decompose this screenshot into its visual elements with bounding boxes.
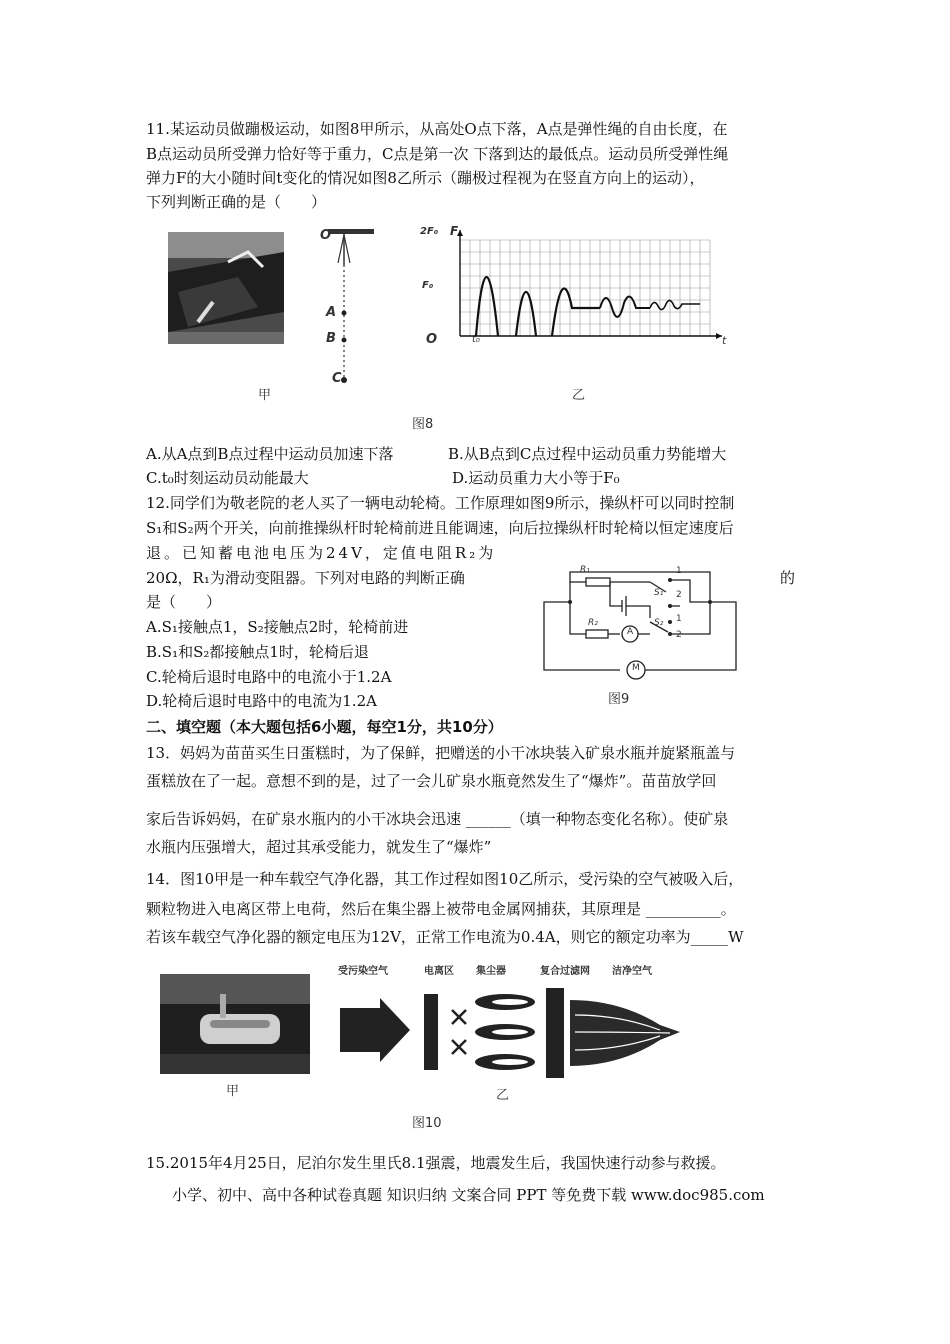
fig9-caption: 图9 [608, 692, 630, 707]
label-ionization-zone: 电离区 [424, 966, 454, 977]
circuit-s2-label: S₂ [654, 618, 664, 628]
q11-line2: B点运动员所受弹力恰好等于重力，C点是第一次 下落到达的最低点。运动员所受弹性绳 [146, 145, 729, 163]
fig10-label-a: 甲 [226, 1084, 240, 1099]
q11-option-d: D.运动员重力大小等于F₀ [452, 469, 620, 487]
fig8-label-b: 乙 [572, 388, 586, 403]
q11-line3: 弹力F的大小随时间t变化的情况如图8乙所示（蹦极过程视为在竖直方向上的运动）， [146, 169, 705, 187]
circuit-contact-2a: 2 [676, 590, 682, 600]
q13-line3: 家后告诉妈妈，在矿泉水瓶内的小干冰块会迅速 ______（填一种物态变化名称）。使矿泉 [146, 810, 729, 828]
section2-heading: 二、填空题（本大题包括6小题，每空1分，共10分） [146, 718, 503, 736]
label-dust-collector: 集尘器 [476, 966, 506, 977]
air-purifier-image [160, 974, 310, 1074]
fig8-label-a: 甲 [258, 388, 272, 403]
graph-t-label: t [722, 334, 727, 347]
page-footer: 小学、初中、高中各种试卷真题 知识归纳 文案合同 PPT 等免费下载 www.doc985.com [172, 1186, 765, 1204]
q12-option-a: A.S₁接触点1，S₂接触点2时，轮椅前进 [146, 618, 409, 636]
q11-line4: 下列判断正确的是（ ） [146, 193, 327, 211]
circuit-r1-label: R₁ [580, 565, 590, 575]
q13-line1: 13．妈妈为苗苗买生日蛋糕时，为了保鲜，把赠送的小干冰块装入矿泉水瓶并旋紧瓶盖与 [146, 744, 736, 762]
q15-line1: 15.2015年4月25日，尼泊尔发生里氏8.1强震，地震发生后，我国快速行动参与救援。 [146, 1154, 726, 1172]
q12-option-b: B.S₁和S₂都接触点1时，轮椅后退 [146, 643, 369, 661]
q13-line4: 水瓶内压强增大，超过其承受能力，就发生了“爆炸” [146, 838, 492, 856]
q11-option-a: A.从A点到B点过程中运动员加速下落 [146, 445, 394, 463]
q12-option-d: D.轮椅后退时电路中的电流为1.2A [146, 692, 377, 710]
fig10-label-b: 乙 [496, 1088, 510, 1103]
q11-option-c: C.t₀时刻运动员动能最大 [146, 469, 309, 487]
circuit-contact-1b: 1 [676, 614, 682, 624]
q14-line1: 14．图10甲是一种车载空气净化器，其工作过程如图10乙所示，受污染的空气被吸入后， [146, 870, 744, 888]
graph-t0-label: t₀ [472, 334, 480, 345]
point-o-label: O [320, 228, 332, 243]
q11-line1: 11.某运动员做蹦极运动，如图8甲所示，从高处O点下落，A点是弹性绳的自由长度，在 [146, 120, 728, 138]
circuit-r2-label: R₂ [588, 618, 598, 628]
point-a-label: A [326, 305, 337, 320]
q12-line1: 12.同学们为敬老院的老人买了一辆电动轮椅。工作原理如图9所示，操纵杆可以同时控制 [146, 494, 735, 512]
q11-option-b: B.从B点到C点过程中运动员重力势能增大 [448, 445, 727, 463]
circuit-contact-2b: 2 [676, 630, 682, 640]
air-purifier-photo [160, 974, 310, 1074]
fig10-caption: 图10 [412, 1116, 442, 1131]
label-composite-filter: 复合过滤网 [540, 966, 590, 977]
bungee-photo [168, 232, 284, 344]
fig8-caption: 图8 [412, 417, 434, 432]
circuit-ammeter-label: A [627, 627, 634, 637]
q12-line4: 20Ω，R₁为滑动变阻器。下列对电路的判断正确 [146, 569, 465, 587]
bungee-photo-image [168, 232, 284, 344]
graph-f0-label: F₀ [422, 280, 434, 291]
q14-line2: 颗粒物进入电离区带上电荷，然后在集尘器上被带电金属网捕获，其原理是 __________。 [146, 900, 736, 918]
wheelchair-circuit [540, 562, 740, 687]
q12-option-c: C.轮椅后退时电路中的电流小于1.2A [146, 668, 392, 686]
q14-line3: 若该车载空气净化器的额定电压为12V，正常工作电流为0.4A，则它的额定功率为_____W [146, 928, 744, 946]
label-clean-air: 洁净空气 [612, 966, 652, 977]
q13-line2: 蛋糕放在了一起。意想不到的是，过了一会儿矿泉水瓶竟然发生了“爆炸”。苗苗放学回 [146, 772, 717, 790]
force-time-graph [440, 228, 730, 348]
q12-line2: S₁和S₂两个开关，向前推操纵杆时轮椅前进且能调速，向后拉操纵杆时轮椅以恒定速度后 [146, 519, 734, 537]
q12-line3: 退。已知蓄电池电压为24V，定值电阻R₂为 [146, 544, 497, 562]
circuit-s1-label: S₁ [654, 588, 664, 598]
q12-line4-end: 的 [780, 569, 796, 587]
point-c-label: C [332, 371, 342, 386]
label-polluted-air: 受污染空气 [338, 966, 388, 977]
purifier-process-diagram [340, 980, 700, 1090]
point-b-label: B [326, 331, 336, 346]
graph-f-label: F [450, 224, 459, 238]
graph-origin-label: O [426, 332, 438, 347]
circuit-motor-label: M [632, 663, 640, 673]
q12-line5: 是（ ） [146, 593, 222, 611]
circuit-contact-1a: 1 [676, 566, 682, 576]
graph-2f0-label: 2F₀ [420, 226, 439, 237]
